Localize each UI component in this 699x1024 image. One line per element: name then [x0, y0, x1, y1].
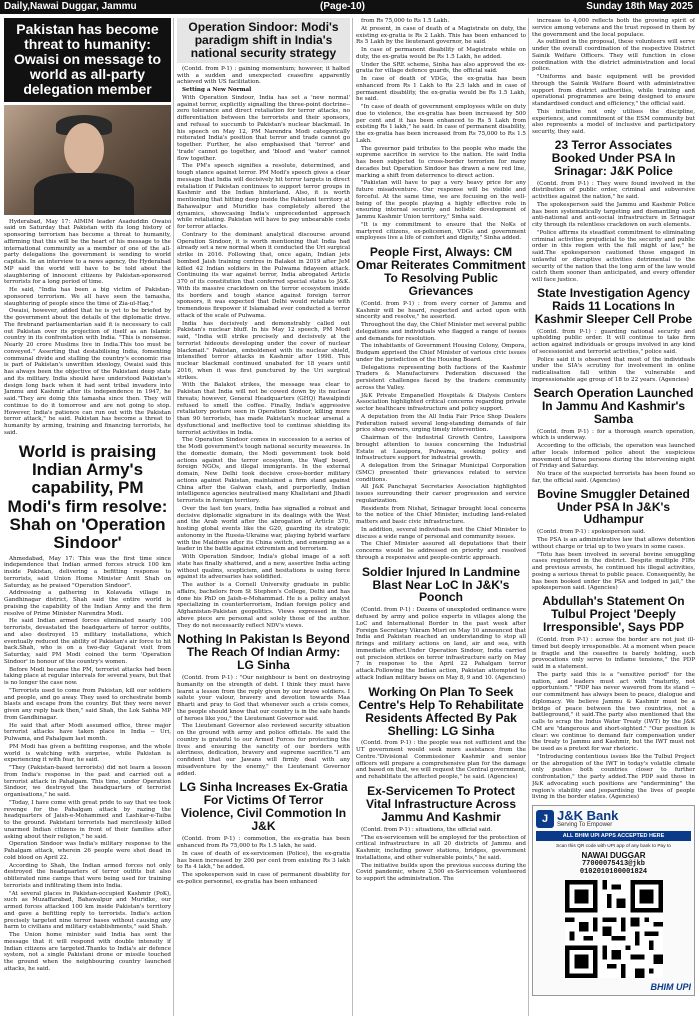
masthead-bar: [0, 0, 699, 14]
article-paragraph: The spokesperson said the Jammu and Kashmir Police has been systematically targeting and dismantling such anti-national and anti-social infrastructure in Srinagar city through its relentless crackdown on such elements.: [532, 201, 695, 229]
headline-ex-gratia[interactable]: LG Sinha Increases Ex-Gratia For Victims Of Terror Violence, Civil Commotion In J&K: [179, 780, 348, 834]
article-paragraph: In case of death of ex-servicemen (Police), the ex-gratia has been increased by 200 per cent from existing Rs 3 lakh to Rs 4 lakh," he added.: [177, 850, 350, 871]
article-paragraph: Police said it is observed that most of the individuals under the SIA's scrutiny for involvement in online radicalisation fall within the vulnerable and impressionable age group of 18 to 22 years. (Agencies): [532, 356, 695, 383]
article-paragraph: A deputation from the All India Fair Price Shop Dealers Federation raised several long-standing demands of fair price shop owners, urging timely intervention.: [356, 413, 526, 434]
article-paragraph: (Contd. from P-1) : across the border are not just ill-timed but deeply irresponsible. At a moment when peace is fragile and the ceasefire is barely holding, such provocations only serve to inflame tensions," the PDP said in a statement.: [532, 637, 695, 671]
article-paragraph: "Police affirms its steadfast commitment to eliminating criminal activities prejudicial to the security and public order in this region with the full might of law," he said.The spokesperson cautioned those engaged in unlawful or disruptive activities detrimental to the security of the nation that the long arm of the law would catch them sooner than anticipated, and every offender will face justice.: [532, 229, 695, 284]
article-paragraph: In case of death of VDGs, the ex-gratia has been enhanced from Rs 1 Lakh to Rs 2.5 lakh and in case of permanent disability, the ex-gratia would be Rs 1.5 Lakh, he said.: [356, 76, 526, 103]
ad-upi-id: 77000075413@jkb: [581, 860, 645, 869]
article-paragraph: The spokesperson said in case of permanent disability for ex-police personnel, ex-gratia has been enhanced: [177, 872, 350, 885]
article-paragraph: Throughout the day, the Chief Minister met several public delegations and individuals who flagged a range of issues and demands for resolution.: [356, 322, 526, 342]
article-paragraph: As outlined in the proposal, these volunteers will serve under the overall coordination of the respective District Sainik Welfare Officers. They will function in close coordination with the district administration and local police.: [532, 39, 695, 73]
qr-code-icon[interactable]: [565, 880, 663, 978]
article-paragraph: He said, "India has been a big victim of Pakistan-sponsored terrorism. We all have seen the tamasha, slaughtering of people since the time of Zia-ul-Haq.": [4, 287, 171, 307]
ad-account-number: 0102010100001824: [579, 868, 648, 877]
article-paragraph: Owaisi, however, added that he is yet to be briefed by the government about the details of the diplomatic drive. The firebrand parliamentarian said it is necessary to call out Pakistan over its projection of itself as an Islamic country in its confrontation with India. "This is nonsense. Nearly 20 crore Muslims live in India.This too must be conveyed." Asserting that destabilising India, fomenting communal divide and stalling the country's economic rise is part of Pakistan's unwritten ideology, Owaisi said this has always been the objective of the Pakistani deep state and its military. India should have understood Pakistan's design long back when it had sent tribal invaders into Jammu and Kashmir after its independence in 1947, he said."They are doing this tamasha since then. They will continue to do it tomorrow and are not going to stop. However, India's patience can run out with the Pakistan terror attack," he said. Pakistan has become a threat to humanity by arming, training and financing terrorists, he said.: [4, 308, 171, 436]
article-paragraph: In addition, several individuals met the Chief Minister to discuss a wide range of personal and community issues.: [356, 526, 526, 540]
article-paragraph: Addressing a gathering in Kolavada village in Gandhinagar district, Shah said the entire world is praising the capability of the Indian Army and the firm resolve of Prime Minister Narendra Modi.: [4, 590, 171, 617]
article-paragraph: The Union home minister said India has sent the message that it will respond with double intensity if Indian citizens are targeted.Thanks to India's air defence system, not a single Pakistani drone or missile touched the ground when the neighbouring country launched attacks, he said.: [4, 932, 171, 972]
article-paragraph: Chairman of the Industrial Growth Centre, Lassipora brought attention to issues concerning the Industrial Estate at Lassipora, Pulwama, seeking policy and infrastructure support for industrial growth.: [356, 435, 526, 462]
article-paragraph: This initiative not only utilises the discipline, experience, and commitment of the ESM community but also represents a model of inclusive and participatory security, they said.: [532, 108, 695, 135]
article-paragraph: Ahmedabad, May 17: This was the first time since independence that Indian armed forces struck 100 km inside Pakistan, delivering a befitting response to terrorists, said Union Home Minister Amit Shah on Saturday, as he praised "Operation Sindoor".: [4, 555, 171, 589]
article-paragraph: "Today, I have come with great pride to say that we took revenge for the Pahalgam attack by razing the headquarters of Jaish-e-Mohammed and Lashkar-e-Taiba to the ground. Pakistani terrorists had mercilessly killed unarmed Indian citizens in front of their families after asking about their religion," he said.: [4, 799, 171, 840]
headline-rehabilitate[interactable]: Working On Plan To Seek Centre's Help To Rehabilitate Residents Affected By Pak Shelling: LG Sinha: [358, 684, 524, 738]
article-paragraph: PM Modi has given a befitting response, and the whole world is watching with surprise, while Pakistan is experiencing it with fear, he said.: [4, 743, 171, 764]
headline-ex-servicemen[interactable]: Ex-Servicemen To Protect Vital Infrastructure Across Jammu And Kashmir: [365, 783, 517, 824]
article-paragraph: Over the last ten years, India has signalled a robust and decisive diplomatic signature in its dealings with the West and the Arab world after the abrogation of Article 370, hosting global events like the G20, guarding its strategic autonomy in the Russia-Ukraine war, playing hybrid warfare with the Maldives after its China switch, and emerging as a leader in the battle against extremism and terrorism.: [177, 505, 350, 553]
article-paragraph: (Contd. from P-1) : gaining momentum; however, it halted with a sudden and unexpected ceasefire apparently achieved with US facilitation.: [177, 65, 350, 86]
article-paragraph: "In case of death of government employees while on duty due to violence, the ex-gratia has been increased by 500 per cent and it has been enhanced to Rs 5 Lakh from existing Rs 1 lakh," he said. In case of permanent disability, the ex-gratia has been increased from Rs 75,000 to Rs 1.5 Lakh.: [356, 104, 526, 144]
column-1: [4, 18, 171, 1016]
column-4: [532, 18, 695, 1016]
article-paragraph: Contrary to the dominant analytical discourse around Operation Sindoor, it is worth mentioning that India had already set a new normal when it conducted the Uri surgical strike in 2016. Following that, once again, Indian jets bombed Jaish training centres in Balakot in 2019 after JeM killed 42 Indian soldiers in the Pulwama fidayeen attack. Continuing its war against terror, India abrogated Article 370 of its constitution that conferred special status to J&K. With its massive crackdown on the terror ecosystem inside its borders and tough stance against foreign terror sponsors, it was expected that Delhi would retaliate with tremendous firepower if Islamabad ever conducted a terror attack of the scale of Pulwama.: [177, 231, 350, 319]
headline-samba-search[interactable]: Search Operation Launched In Jammu And Kashmir's Samba: [533, 385, 694, 426]
article-paragraph: from Rs 75,000 to Rs 1.5 Lakh.: [361, 18, 450, 24]
article-paragraph: increase to 4,000 reflects both the growing spirit of service among veterans and the trust reposed in them by the government and the local populace.: [532, 18, 695, 38]
owaisi-photo: [4, 105, 171, 215]
headline-bovine-smuggler[interactable]: Bovine Smuggler Detained Under PSA In J&K's Udhampur: [537, 486, 690, 527]
ad-tagline: Serving To Empower: [557, 822, 613, 829]
column-3: [356, 18, 526, 1016]
jk-bank-upi-ad[interactable]: [532, 805, 695, 996]
article-paragraph: (Contd. from P-1) : for a thorough search operation, which is underway.: [532, 428, 695, 442]
headline-sia-raids[interactable]: State Investigation Agency Raids 11 Locations In Kashmir Sleeper Cell Probe: [534, 285, 693, 326]
article-paragraph: Hyderabad, May 17: AIMIM leader Asaduddin Owaisi said on Saturday that Pakistan with its long history of sponsoring terrorism has become a threat to humanity, affirming that this will be the heart of his message to the international community as a member of one of the all-party delegations the government is sending to world capitals. In an interview to a news agency, the Hyderabad MP said the world will have to be told about the slaughtering of innocent citizens by Pakistan-sponsored terrorists for a long period of time.: [4, 218, 171, 286]
article-paragraph: The party said this is a "sensitive period" for the nation, and leaders must act with "maturity, not opportunism." "PDP has never wavered from its stand -- our commitment has always been to peace, dialogue and diplomacy. We believe Jammu & Kashmir must be a bridge of peace between the two countries, not a battleground," it said.The party also mentioned that the calls to scrap the Indus Water Treaty (IWT) by the J&K CM are "dangerous and short-sighted." "Our position is clear: we continue to demand fair compensation under the treaty to Jammu and Kashmir, but the IWT must not be used as a pretext for war rhetoric.: [532, 671, 695, 753]
article-paragraph: "Pakistan will have to pay a very heavy price for any future misadventure. Our response will be visible and forceful. At the same time, we are focusing on the well-being of the people playing a highly effective role in ensuring internal security and holistic development of Jammu Kashmir Union territory," Sinha said.: [356, 180, 526, 220]
headline-cm-omar[interactable]: People First, Always: CM Omar Reiterates Commitment To Resolving Public Grievances: [356, 245, 526, 298]
page-number: (Page-10): [320, 1, 366, 12]
article-paragraph: (Contd. from P-1) : They were found involved in the distribution of public order, criminal and subversive activities against the nation," he said.: [532, 180, 695, 201]
headline-shah[interactable]: World is praising Indian Army's capability, PM Modi's firm resolve: Shah on 'Operation Sindoor': [7, 441, 168, 553]
article-paragraph: According to the officials, the operation was launched after locals informed police about the suspicious movement of three persons during the intervening night of Friday and Saturday.: [532, 443, 695, 470]
article-paragraph: The PM's speech signifies a resolute, determined, and tough stance against terror. PM Modi's speech gives a clear message that India will decisively hit terror targets in direct retaliation if Pakistan continues to support terror groups in Kashmir and the Indian hinterland. Also, it is worth mentioning that hitting deep inside the Pakistani territory at Bahawalpur and Muridke has completely altered the dynamics, showcasing India's unprecedented approach while retaliating. Pakistan will have to pay unbearable costs for terror attacks.: [177, 163, 350, 231]
article-paragraph: (Contd. from P-1) : Dozens of unexploded ordinance were defused by army and police experts in villages along the LoC and International Border in the past week after Foreign Secretary Vikram Misri on May 10 announced that India and Pakistan reached an understanding to stop all firings and military actions on land, air and sea, with immediate effect.Under Operation Sindoor, India carried out precision strikes on terror infrastructure early on May 7 in response to the April 22 Pahalgam terror attack.Following the Indian action, Pakistan attempted to attack Indian military bases on May 8, 9 and 10. (Agencies): [356, 607, 526, 681]
article-paragraph: "Uniforms and basic equipment will be provided through the Sainik Welfare Board with administrative support from district authorities, while training and operational programmes are being designed to ensure standardised conduct and efficiency," the official said.: [532, 74, 695, 107]
column-rule: [352, 18, 353, 1016]
article-paragraph: "Introducing contentious issues like the Tulbul Project or the abrogation of the IWT in today's volatile climate only pushes both countries closer to further confrontation," the party added.The PDP said those in J&K advocating such positions are "undermining" the region's stability and jeopardising the lives of people living in the border states. (Agencies): [532, 753, 695, 801]
article-paragraph: With the Balakot strikes, the message was clear to Pakistan that India will not be cowed down by its nuclear threats; however, General Headquarters (GHQ) Rawalpindi refused to smell the coffee. Finally, India's aggressive retaliatory posture seen in Operation Sindoor, killing more than 90 terrorists, has made Pakistan's nuclear arsenal a dysfunctional and ineffective tool to continue shielding its terrorist activities in India.: [177, 382, 350, 436]
article-paragraph: (Contd. from P-1) : commotion, the ex-gratia has been enhanced from Rs 75,000 to Rs 1.5 lakh, he said.: [177, 836, 350, 850]
article-paragraph: The Operation Sindoor comes in succession to a series of the Modi government's tough national security measures. In the domestic domain, the Modi government took bold actions against the terror ecosystem, the Waqf board, foreign NGOs, and illegal immigrants. In the external domain, New Delhi took decisive cross-border military actions against Pakistan, maintained a firm stand against China after the Galwan clash, and purportedly, Indian intelligence agencies neutralised many Khalistani and Jihadi terrorists in foreign territory.: [177, 437, 350, 505]
article-paragraph: "They (Pakistan-based terrorists) did not learn a lesson from India's response in the past and carried out a terrorist attack in Pahalgam. This time, under Operation Sindoor, we destroyed the headquarters of terrorist organisations," he said.: [4, 765, 171, 799]
article-paragraph: He said that after Modi assumed office, three major terrorist attacks have taken place in India -- Uri, Pulwama, and Pahalgam last month.: [4, 722, 171, 743]
article-paragraph: According to Shah, the Indian armed forces not only destroyed the headquarters of terror outfits but also obliterated nine camps that were being used for training terrorists and infiltrating them into India.: [4, 862, 171, 889]
article-paragraph: (Contd. from P-1) : situations, the official said.: [361, 826, 493, 833]
ad-payee-name: NAWAI DUGGAR: [581, 851, 646, 861]
article-paragraph: The Lieutenant Governor also reviewed security situation on the ground with army and police officials. He said the country is grateful to our Armed Forces for protecting the lives and ensuring the sanctity of our borders with alertness, dedication, bravery and supreme sacrifice."I am confident that our Jawans will firmly deal with any misadventure by the enemy," the Lieutenant Governor added.: [177, 723, 350, 777]
article-paragraph: India has decisively and demonstrably called out Pakistan's nuclear bluff. In his May 12 speech, PM Modi said, "India will strike precisely and decisively at the terrorist hideouts developing under the cover of nuclear blackmail." Pakistan, emboldened with its nuclear shield, intensified terror attacks in Kashmir after 1998. This nuclear blackmail continued unabated for 18 years until 2016, when it was first punctured by the Uri surgical strikes.: [177, 320, 350, 381]
masthead-paper-name: Daily,Nawai Duggar, Jammu: [4, 1, 137, 12]
ad-footer-logo: BHIM UPI: [650, 982, 691, 993]
article-paragraph: The inhabitants of Government Housing Colony, Ompora, Budgam apprised the Chief Minister of various civic issues under the jurisdiction of the Housing Board.: [356, 343, 526, 363]
article-paragraph: Delegations representing both factions of the Kashmir Traders & Manufacturers Federation discussed the persistent challenges faced by the traders community across the Valley.: [356, 364, 526, 391]
headline-psa-srinagar[interactable]: 23 Terror Associates Booked Under PSA In Srinagar: J&K Police: [551, 137, 676, 178]
article-paragraph: (Contd. from P-1) : spokesperson said.: [537, 529, 646, 536]
article-paragraph: (Contd. from P-1) : from every corner of Jammu and Kashmir will be heard, respected and acted upon with sincerity and resolve," he asserted.: [356, 300, 526, 321]
column-rule: [173, 18, 174, 1016]
article-paragraph: Residents from Nishat, Srinagar brought local concerns to the notice of the Chief Minister, including land-related matters and basic civic infrastructure.: [356, 505, 526, 526]
article-paragraph: "Terrorists used to come from Pakistan, kill our soldiers and people, and go away. They used to orchestrate bomb blasts and escape from the country. But they were never given any reply back then," said Shah, the Lok Sabha MP from Gandhinagar.: [4, 687, 171, 721]
article-paragraph: J&K Private Empanelled Hospitals & Dialysis Centers Association highlighted critical concerns regarding private sector healthcare infrastructure and policy support.: [356, 392, 526, 413]
article-paragraph: The author is a Cornell University graduate in public affairs, bachelors from St Stephen's College, Delhi and has done his PhD on Jaish-e-Mohammad. He is a policy analyst specializing in counterterrorism, Indian foreign policy and Afghanistan-Pakistan geopolitics. Views expressed in the above piece are personal and solely those of the author. They do not necessarily reflect NDV's views.: [177, 582, 350, 629]
article-paragraph: (Contd. from P-1) : the people was not sufficient and the UT government would seek more assistance from the Centre."Divisional Commissioner Kashmir and senior officers will prepare a comprehensive plan for the damage and based on that, we will request the Central government, and rehabilitate the affected people," he said. (Agencies): [356, 740, 526, 781]
article-paragraph: He said Indian armed forces eliminated nearly 100 terrorists, devastated the headquarters of terror outfits, and also destroyed 15 military installations, which eventually reduced the ability of Pakistan's air force to hit back.Shah, who is on a two-day Gujarat visit from Saturday, said PM Modi coined the term 'Operation Sindoor' in honour of the country's women.: [4, 618, 171, 665]
article-paragraph: The initiative builds upon the previous success during the Covid pandemic, where 2,500 ex-Servicemen volunteered to support the administration. The: [356, 862, 526, 883]
article-subhead: Setting a New Normal: [182, 87, 252, 94]
article-paragraph: With Operation Sindoor, India's global image of a soft state has finally shattered, and a new, assertive India acting without qualms, scepticism, and hesitations is using force against its adversaries has solidified.: [177, 554, 350, 581]
article-paragraph: "At several places in Pakistan-occupied Kashmir (PoK), such as Muzaffarabad, Bahawalpur and Muridke, our armed forces attacked 100 km inside Pakistan's territory and gave a befitting reply to terrorists. India's action precisely targeted nine terror bases without causing any harm to civilians and military establishments," said Shah.: [4, 890, 171, 931]
article-paragraph: (Contd. from P-1) : guarding national security and upholding public order. It will continue to take firm action against individuals or groups involved in any kind of secessionist and terrorist activities," police said.: [532, 328, 695, 355]
article-paragraph: No trace of the suspected terrorists has been found so far, the official said. (Agencies): [532, 471, 695, 484]
article-paragraph: "Totu has been involved in several bovine smuggling cases registered in the district. Despite multiple FIRs and previous arrests, he continued his illegal activities, posing a serious threat to public peace. Consequently, he has been booked under the PSA and lodged in jail," the spokesperson said. (Agencies): [532, 551, 695, 592]
article-paragraph: In case of permanent disability of Magistrate while on duty, the ex-gratia would be Rs 1.5 Lakh, he added.: [356, 47, 526, 60]
headline-operation-sindoor[interactable]: Operation Sindoor: Modi's paradigm shift in India's national security strategy: [177, 18, 350, 63]
headline-lg-sinha-army[interactable]: Nothing In Pakistan Is Beyond The Reach Of Indian Army: LG Sinha: [177, 632, 350, 673]
ad-upi-strip: ALL BHIM UPI APPS ACCEPTED HERE: [536, 831, 691, 841]
article-paragraph: With Operation Sindoor, India has set a 'new normal' against terror, explicitly signalling the three-point doctrine--zero tolerance and direct retaliation for terror attacks, no differentiation between the terrorists and their sponsors, and refusal to succumb to Pakistan's nuclear blackmail. In his speech on May 12, PM Narendra Modi categorically reiterated India's position that terror and trade cannot go together. Further, he also emphasised that 'terror' and 'trade' cannot go together, and 'blood' and 'water' cannot flow together.: [177, 94, 350, 162]
article-paragraph: (Contd. from P-1) : "Our neighbour is bent on destroying humanity on the strength of debt. I think they must have learnt a lesson from the reply given by our brave soldiers. I salute your valour, bravery and devotion towards Maa Bharti and pray to God that whenever such a crisis comes, the people should know that our country is in the safe hands of heroes like you," the Lieutenant Governor said.: [177, 675, 350, 722]
article-paragraph: A delegation from the Srinagar Municipal Corporation (SMC) presented their grievances related to service conditions.: [356, 463, 526, 483]
column-rule: [528, 18, 529, 1016]
article-paragraph: "It is my commitment to ensure that the NoKs of martyred citizens, ex-policemen, VDGs and government employees live a life of comfort and dignity," Sinha added.: [356, 221, 526, 242]
ad-instruction: Scan this QR code with UPI app of any bank to Pay to: [556, 844, 671, 850]
ad-brand: J&K Bank: [557, 808, 619, 824]
article-paragraph: The PSA is an administrative law that allows detention without charge or trial up to two years in some cases.: [532, 537, 695, 550]
article-paragraph: Operation Sindoor was India's military response to the Pahalgam attack, wherein 26 people were shot dead in cold blood on April 22.: [4, 841, 171, 861]
column-2: [177, 18, 350, 1016]
article-paragraph: All J&K Panchayat Secretaries Association highlighted issues surrounding their career progression and service regularization.: [356, 484, 526, 504]
article-paragraph: The governor paid tributes to the people who made the supreme sacrifice in service to the nation. He said India has been subjected to cross-border terrorism for many decades but Operation Sindoor has drawn a new red line, marking a shift from deterrence to direct action.: [356, 145, 526, 179]
headline-owaisi[interactable]: Pakistan has become threat to humanity: Owaisi on message to world as all-party delegation member: [4, 18, 171, 102]
article-paragraph: The Chief Minister assured all deputations that their concerns would be addressed on priority and resolved through a responsive and people-centric approach.: [356, 541, 526, 561]
article-paragraph: Under the SRE scheme, Sinha has also approved the ex-gratia for village defence guards, the official said.: [356, 61, 526, 75]
article-paragraph: Before Modi became the PM, terrorist attacks had been taking place at regular intervals for several years, but that is no longer the case now.: [4, 666, 171, 687]
headline-tulbul-pdp[interactable]: Abdullah's Statement On Tulbul Project 'Deeply Irresponsible', Says PDP: [542, 594, 685, 635]
article-paragraph: "The ex-servicemen will be employed for the protection of critical infrastructure in all 20 districts of Jammu and Kashmir, including power stations, bridges, government installations, and other vulnerable points," he said.: [356, 834, 526, 861]
article-paragraph: At present, in case of death of a Magistrate on duty, the existing ex-gratia is Rs 2 Lakh. This has been enhanced to Rs 5 Lakh by the lieutenant governor, he said.: [356, 25, 526, 46]
issue-date: Sunday 18th May 2025: [586, 1, 693, 12]
bank-logo-icon: J: [536, 810, 554, 828]
headline-landmine[interactable]: Soldier Injured In Landmine Blast Near LoC In J&K's Poonch: [361, 564, 520, 605]
